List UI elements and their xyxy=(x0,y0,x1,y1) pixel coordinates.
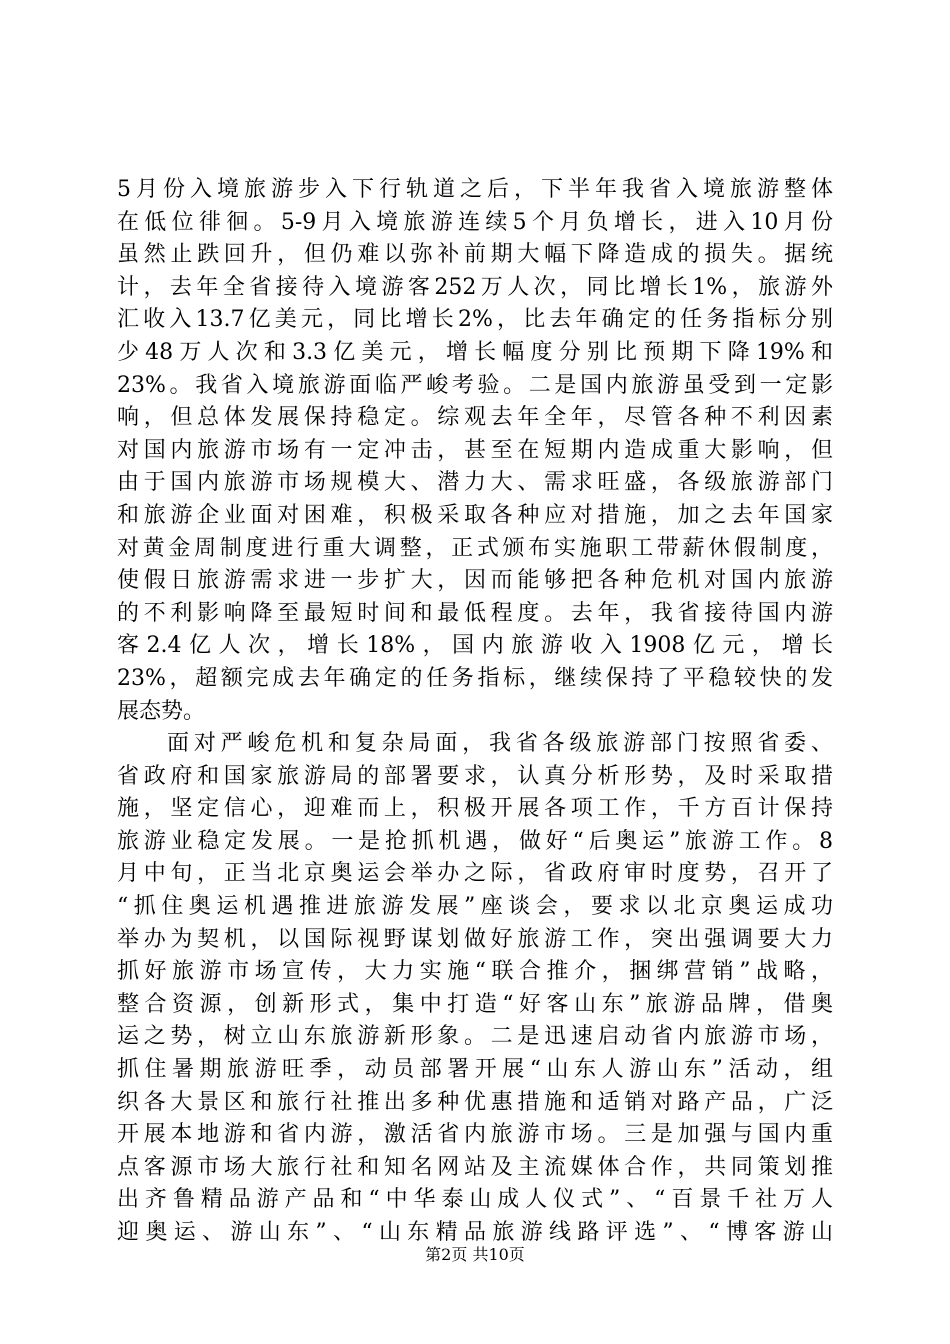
text-line: 月中旬，正当北京奥运会举办之际，省政府审时度势，召开了 xyxy=(117,861,833,887)
text-line: 的不利影响降至最短时间和最低程度。去年，我省接待国内游 xyxy=(117,600,833,626)
text-line: 出齐鲁精品游产品和“中华泰山成人仪式”、“百景千社万人 xyxy=(117,1187,833,1213)
text-line: 虽然止跌回升，但仍难以弥补前期大幅下降造成的损失。据统 xyxy=(117,242,833,268)
text-line: 5月份入境旅游步入下行轨道之后，下半年我省入境旅游整体 xyxy=(117,177,833,202)
text-line: 面对严峻危机和复杂局面，我省各级旅游部门按照省委、 xyxy=(167,731,833,757)
text-line: 计，去年全省接待入境游客252万人次，同比增长1%，旅游外 xyxy=(117,274,833,300)
paragraph-2 xyxy=(117,728,833,1250)
text-line: 对黄金周制度进行重大调整，正式颁布实施职工带薪休假制度， xyxy=(117,535,833,561)
text-line: 织各大景区和旅行社推出多种优惠措施和适销对路产品，广泛 xyxy=(117,1089,833,1115)
text-line: 由于国内旅游市场规模大、潜力大、需求旺盛，各级旅游部门 xyxy=(117,470,833,496)
text-line: 举办为契机，以国际视野谋划做好旅游工作，突出强调要大力 xyxy=(117,926,833,952)
text-line: “抓住奥运机遇推进旅游发展”座谈会，要求以北京奥运成功 xyxy=(117,894,833,920)
text-line: 23%。我省入境旅游面临严峻考验。二是国内旅游虽受到一定影 xyxy=(117,372,833,398)
text-line: 对国内旅游市场有一定冲击，甚至在短期内造成重大影响，但 xyxy=(117,437,833,463)
text-line: 迎奥运、游山东”、“山东精品旅游线路评选”、“博客游山 xyxy=(117,1220,833,1245)
text-line: 点客源市场大旅行社和知名网站及主流媒体合作，共同策划推 xyxy=(117,1154,833,1180)
text-line: 整合资源，创新形式，集中打造“好客山东”旅游品牌，借奥 xyxy=(117,991,833,1017)
text-line: 响，但总体发展保持稳定。综观去年全年，尽管各种不利因素 xyxy=(117,405,833,431)
text-line: 省政府和国家旅游局的部署要求，认真分析形势，及时采取措 xyxy=(117,763,833,789)
text-line: 在低位徘徊。5-9月入境旅游连续5个月负增长，进入10月份 xyxy=(117,209,833,235)
text-line: 开展本地游和省内游，激活省内旅游市场。三是加强与国内重 xyxy=(117,1122,833,1148)
text-line: 抓好旅游市场宣传，大力实施“联合推介，捆绑营销”战略， xyxy=(117,959,833,985)
document-body xyxy=(117,174,833,1250)
text-line: 汇收入13.7亿美元，同比增长2%，比去年确定的任务指标分别 xyxy=(117,307,833,333)
text-line: 客2.4亿人次，增长18%，国内旅游收入1908亿元，增长 xyxy=(117,633,833,659)
page-number-footer: 第2页 共10页 xyxy=(425,1245,525,1264)
text-line: 运之势，树立山东旅游新形象。二是迅速启动省内旅游市场， xyxy=(117,1024,833,1050)
paragraph-1 xyxy=(117,174,833,728)
text-line: 23%，超额完成去年确定的任务指标，继续保持了平稳较快的发 xyxy=(117,665,833,691)
text-line: 少48万人次和3.3亿美元，增长幅度分别比预期下降19%和 xyxy=(117,339,833,365)
text-line: 使假日旅游需求进一步扩大，因而能够把各种危机对国内旅游 xyxy=(117,568,833,594)
text-line: 展态势。 xyxy=(117,698,206,724)
text-line: 施，坚定信心，迎难而上，积极开展各项工作，千方百计保持 xyxy=(117,796,833,822)
text-line: 旅游业稳定发展。一是抢抓机遇，做好“后奥运”旅游工作。8 xyxy=(117,828,833,854)
text-line: 和旅游企业面对困难，积极采取各种应对措施，加之去年国家 xyxy=(117,502,833,528)
text-line: 抓住暑期旅游旺季，动员部署开展“山东人游山东”活动，组 xyxy=(117,1057,833,1083)
